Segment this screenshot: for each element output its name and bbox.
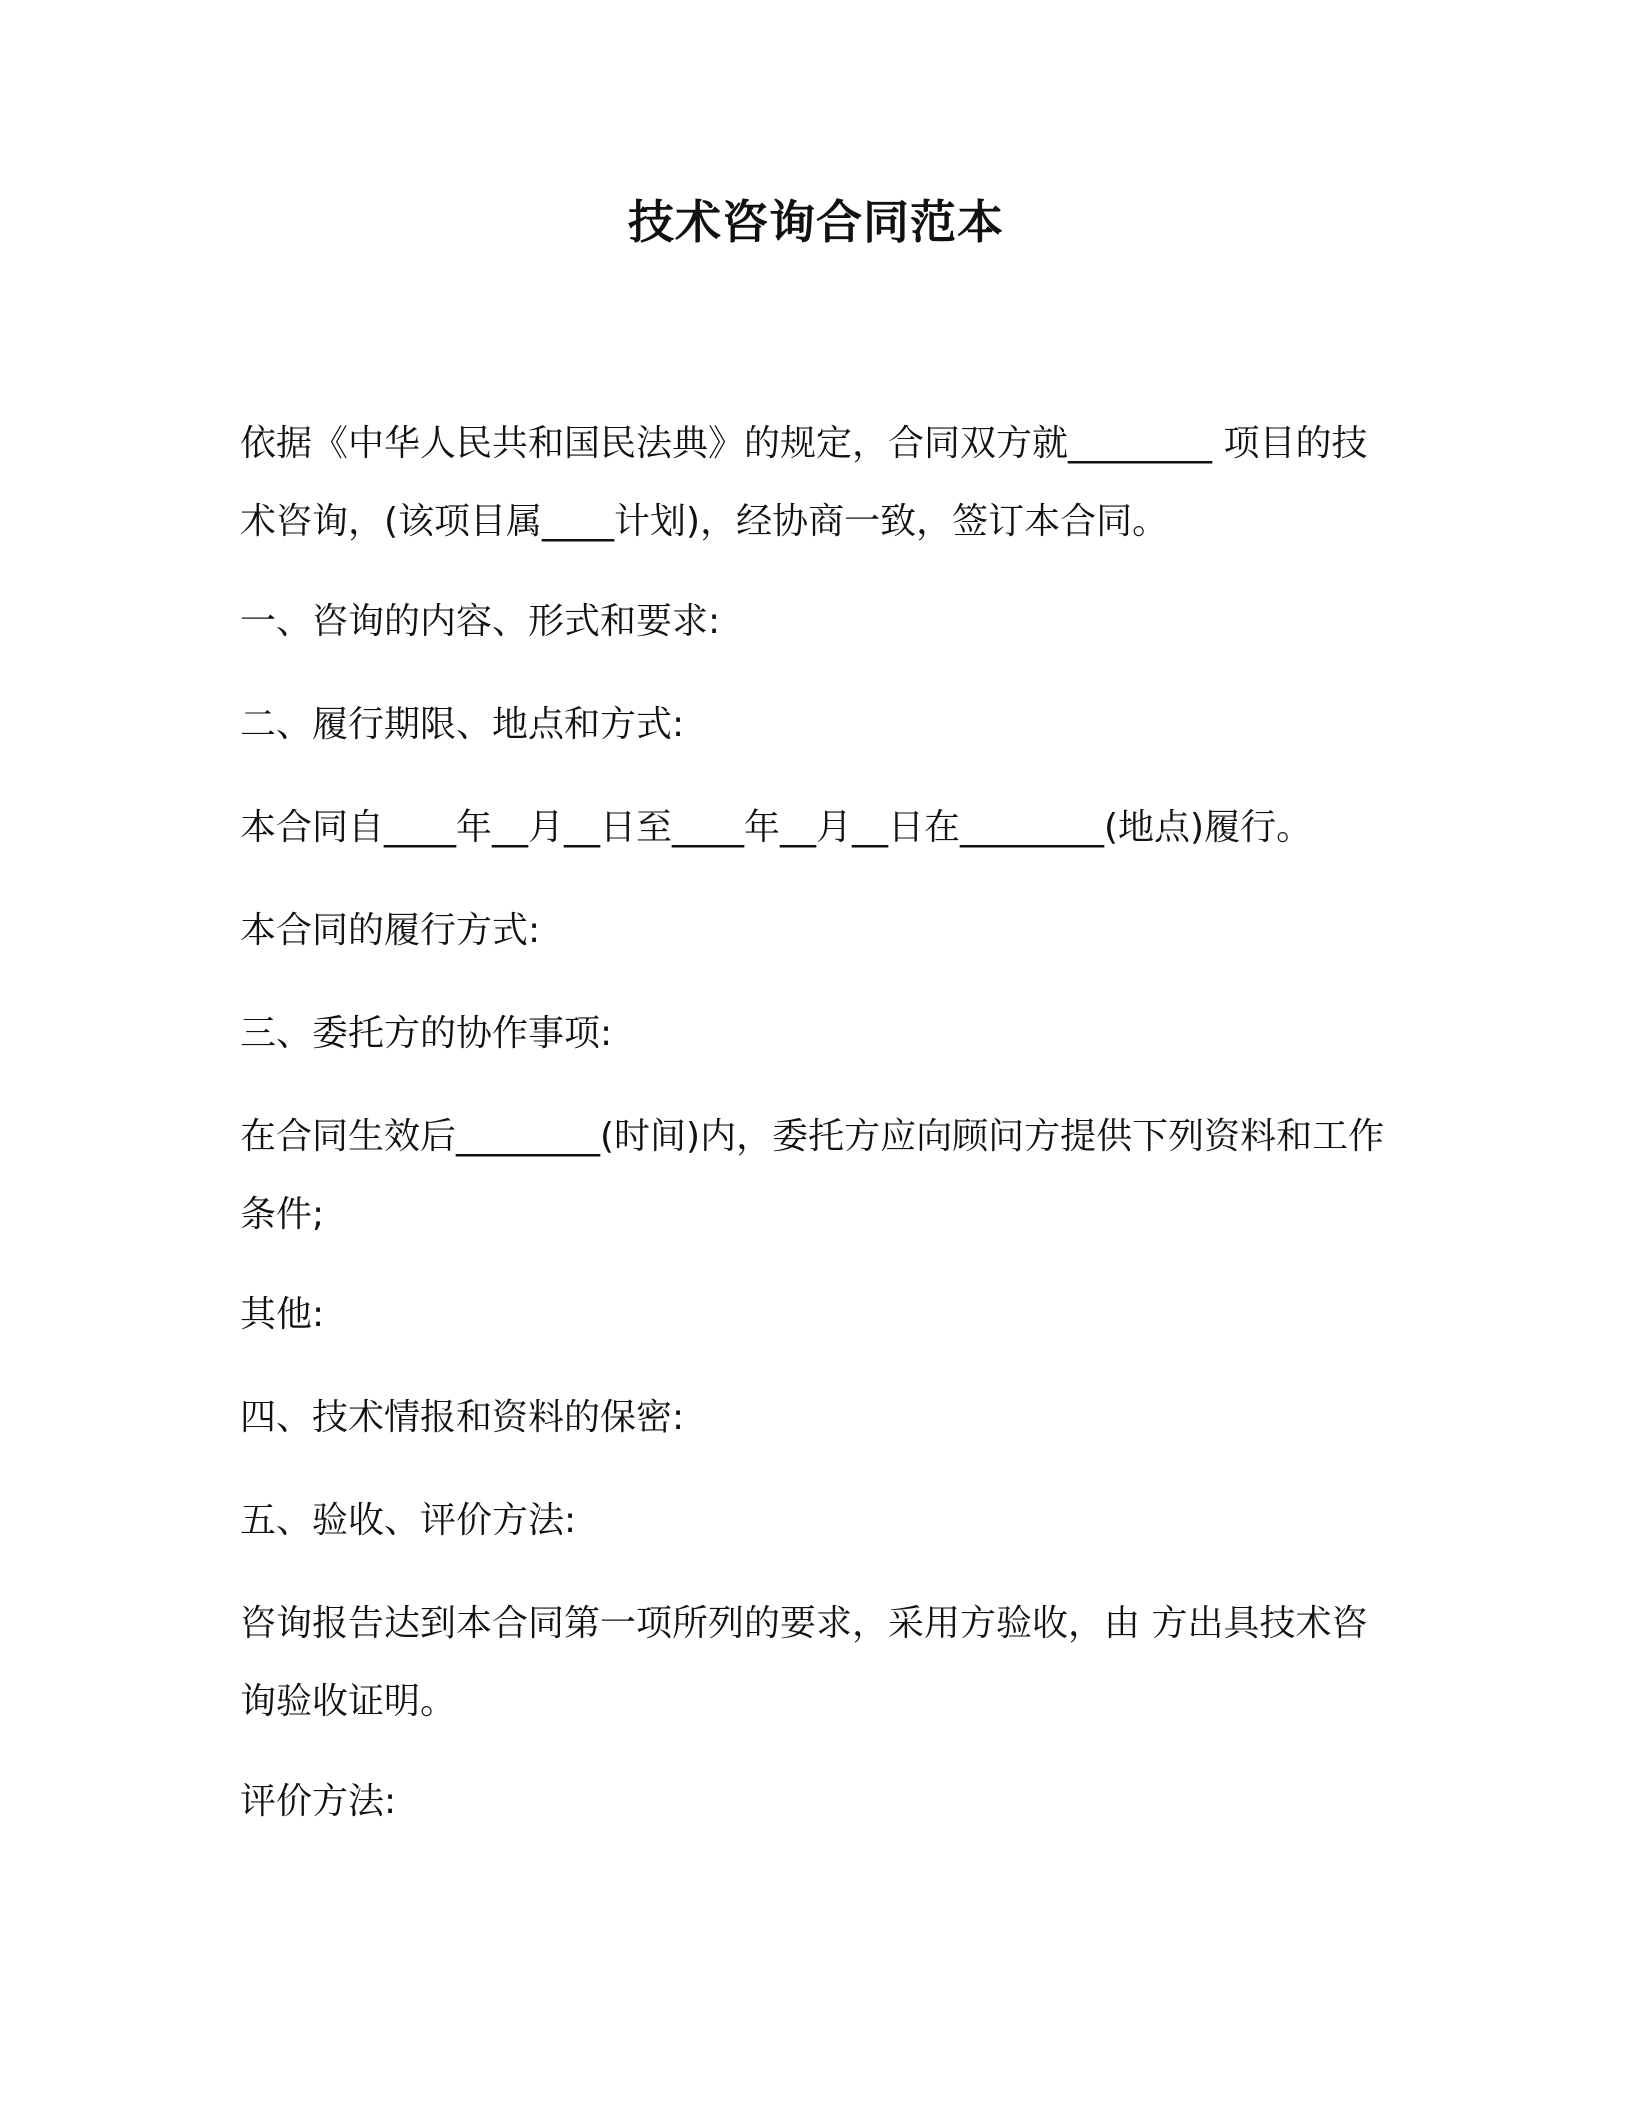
paragraph-acceptance: 咨询报告达到本合同第一项所列的要求，采用方验收，由 方出具技术咨询验收证明。 [240,1603,1368,1722]
section-heading-5: 五、验收、评价方法: [240,1500,577,1541]
paragraph-intro: 依据《中华人民共和国民法典》的规定，合同双方就________ 项目的技术咨询，(该项目属____计划)，经协商一致，签订本合同。 [240,423,1368,542]
section-heading-3: 三、委托方的协作事项: [240,1013,613,1054]
paragraph-other: 其他: [240,1294,325,1335]
section-heading-4: 四、技术情报和资料的保密: [240,1397,685,1438]
section-heading-2: 二、履行期限、地点和方式: [240,704,685,745]
paragraph-method: 本合同的履行方式: [240,910,541,951]
section-heading-1: 一、咨询的内容、形式和要求: [240,601,721,642]
paragraph-evaluation: 评价方法: [240,1781,397,1822]
paragraph-cooperation: 在合同生效后________(时间)内，委托方应向顾问方提供下列资料和工作条件; [240,1116,1385,1235]
document-title: 技术咨询合同范本 [628,195,1004,249]
paragraph-term: 本合同自____年__月__日至____年__月__日在________(地点)履行。 [240,807,1313,848]
